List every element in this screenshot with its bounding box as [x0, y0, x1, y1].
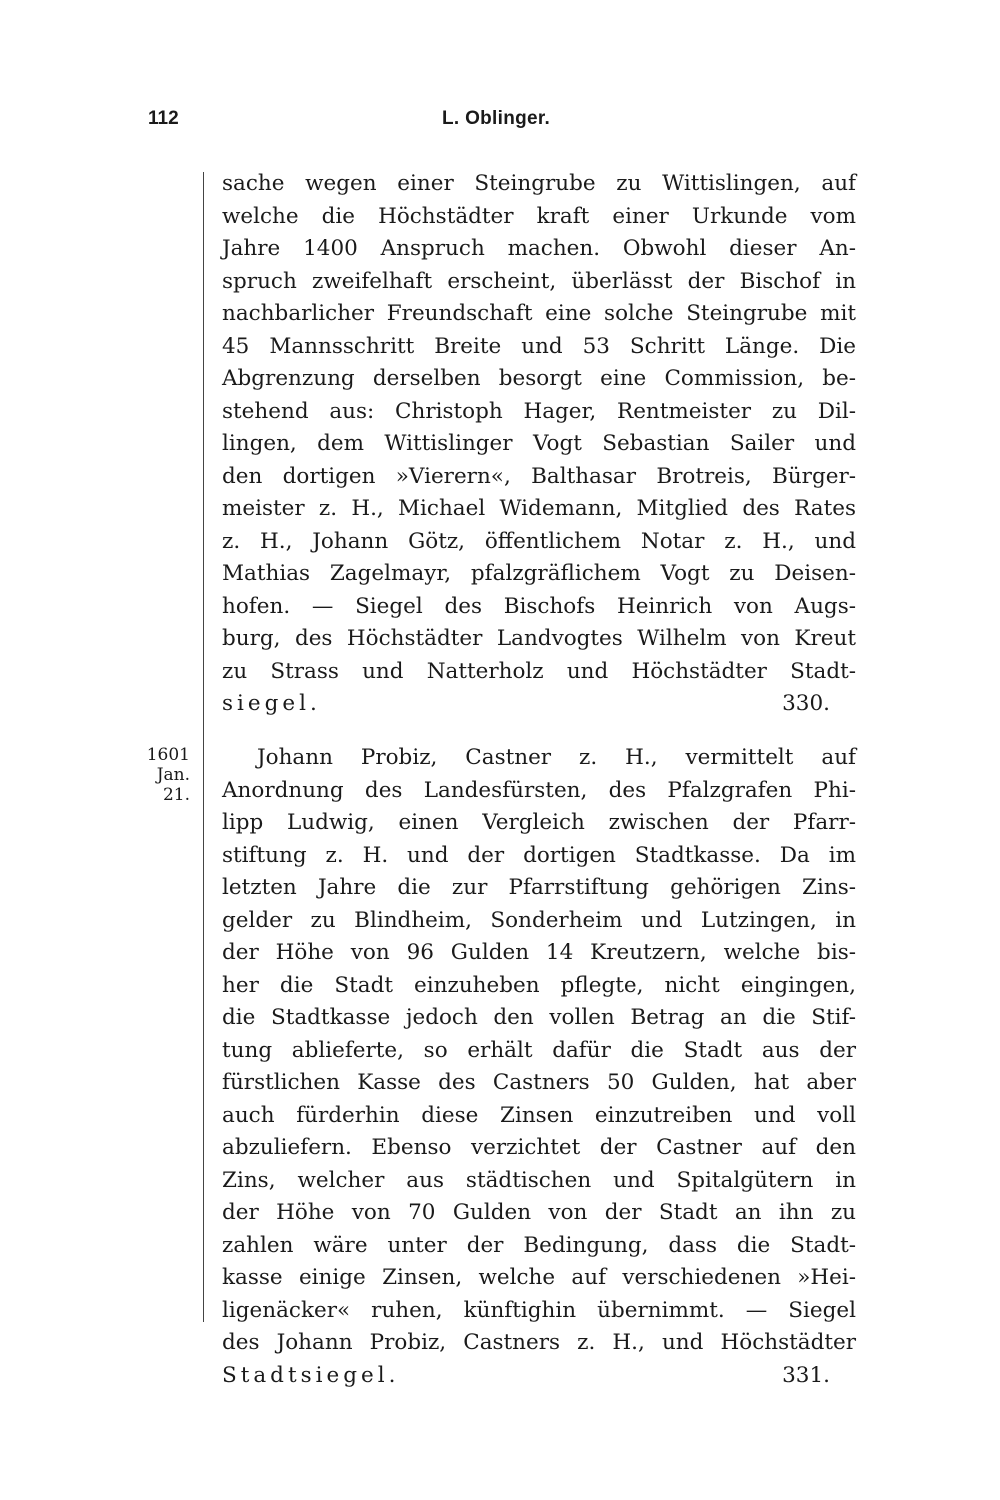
text-line: nachbarlicher Freundschaft eine solche Steingrube mit [222, 301, 856, 326]
text-line: Zins, welcher aus städtischen und Spitalgütern in [222, 1167, 856, 1193]
entry-number: 331. [782, 1362, 830, 1388]
entry-last-line [222, 688, 856, 721]
text-line: lipp Ludwig, einen Vergleich zwischen der Pfarr- [222, 810, 856, 835]
text-line: Mathias Zagelmayr, pfalzgräflichem Vogt zu Deisen- [222, 561, 856, 586]
text-line: den dortigen »Vierern«, Balthasar Brotreis, Bürger- [222, 463, 856, 489]
entry-330 [222, 168, 856, 721]
text-line: tung ablieferte, so erhält dafür die Stadt aus der [222, 1037, 856, 1063]
text-line: Anordnung des Landesfürsten, des Pfalzgrafen Phi- [222, 777, 856, 803]
text-line: z. H., Johann Götz, öffentlichem Notar z. H., und [222, 528, 856, 554]
date-day: 21. [162, 785, 190, 805]
text-line: Johann Probiz, Castner z. H., vermittelt auf [257, 745, 856, 770]
text-line: stehend aus: Christoph Hager, Rentmeister zu Dil- [222, 398, 856, 424]
text-line: welche die Höchstädter kraft einer Urkunde vom [222, 203, 856, 229]
text-line: des Johann Probiz, Castners z. H., und Höchstädter [222, 1330, 856, 1355]
text-line: her die Stadt einzuheben pflegte, nicht eingingen, [222, 972, 856, 998]
text-line: burg, des Höchstädter Landvogtes Wilhelm von Kreut [222, 626, 856, 651]
margin-rule [203, 172, 204, 1322]
running-title: L. Oblinger. [442, 108, 551, 129]
text-line: letzten Jahre die zur Pfarrstiftung gehörigen Zins- [222, 875, 856, 900]
text-line: auch fürderhin diese Zinsen einzutreiben und voll [222, 1102, 856, 1128]
text-line: lingen, dem Wittislinger Vogt Sebastian Sailer und [222, 431, 856, 456]
date-year: 1601 [146, 745, 190, 765]
entry-last-line [222, 1360, 856, 1393]
text-line: 45 Mannsschritt Breite und 53 Schritt Länge. Die [222, 333, 856, 359]
text-line: meister z. H., Michael Widemann, Mitglied des Rates [222, 496, 856, 521]
text-line: kasse einige Zinsen, welche auf verschiedenen »Hei- [222, 1265, 856, 1290]
date-month: Jan. [156, 765, 190, 785]
text-line: gelder zu Blindheim, Sonderheim und Lutzingen, in [222, 907, 856, 933]
text-line: abzuliefern. Ebenso verzichtet der Castner auf den [222, 1135, 856, 1160]
text-line: fürstlichen Kasse des Castners 50 Gulden, hat aber [222, 1070, 856, 1095]
text-line: Abgrenzung derselben besorgt eine Commission, be- [222, 366, 856, 391]
text-line: ligenäcker« ruhen, künftighin übernimmt. — Siegel [222, 1297, 856, 1323]
entry-number: 330. [782, 691, 830, 716]
text-line: sache wegen einer Steingrube zu Wittislingen, auf [222, 171, 856, 196]
text-line: zahlen wäre unter der Bedingung, dass die Stadt- [222, 1232, 856, 1258]
margin-date [140, 745, 190, 805]
text-line: stiftung z. H. und der dortigen Stadtkasse. Da im [222, 842, 856, 868]
text-line: der Höhe von 70 Gulden von der Stadt an ihn zu [222, 1200, 856, 1225]
text-line: der Höhe von 96 Gulden 14 Kreutzern, welche bis- [222, 940, 856, 965]
text-line: spruch zweifelhaft erscheint, überlässt der Bischof in [222, 268, 856, 294]
page-number: 112 [148, 108, 179, 129]
text-line: Jahre 1400 Anspruch machen. Obwohl dieser An- [222, 236, 856, 261]
text-line: zu Strass und Natterholz und Höchstädter Stadt- [222, 658, 856, 684]
text-line: die Stadtkasse jedoch den vollen Betrag an die Stif- [222, 1005, 856, 1030]
page-header [0, 108, 1000, 134]
last-line-text: Stadtsiegel. [222, 1362, 400, 1388]
text-line: hofen. — Siegel des Bischofs Heinrich von Augs- [222, 593, 856, 619]
last-line-text: siegel. [222, 691, 321, 716]
entry-331 [222, 742, 856, 1392]
